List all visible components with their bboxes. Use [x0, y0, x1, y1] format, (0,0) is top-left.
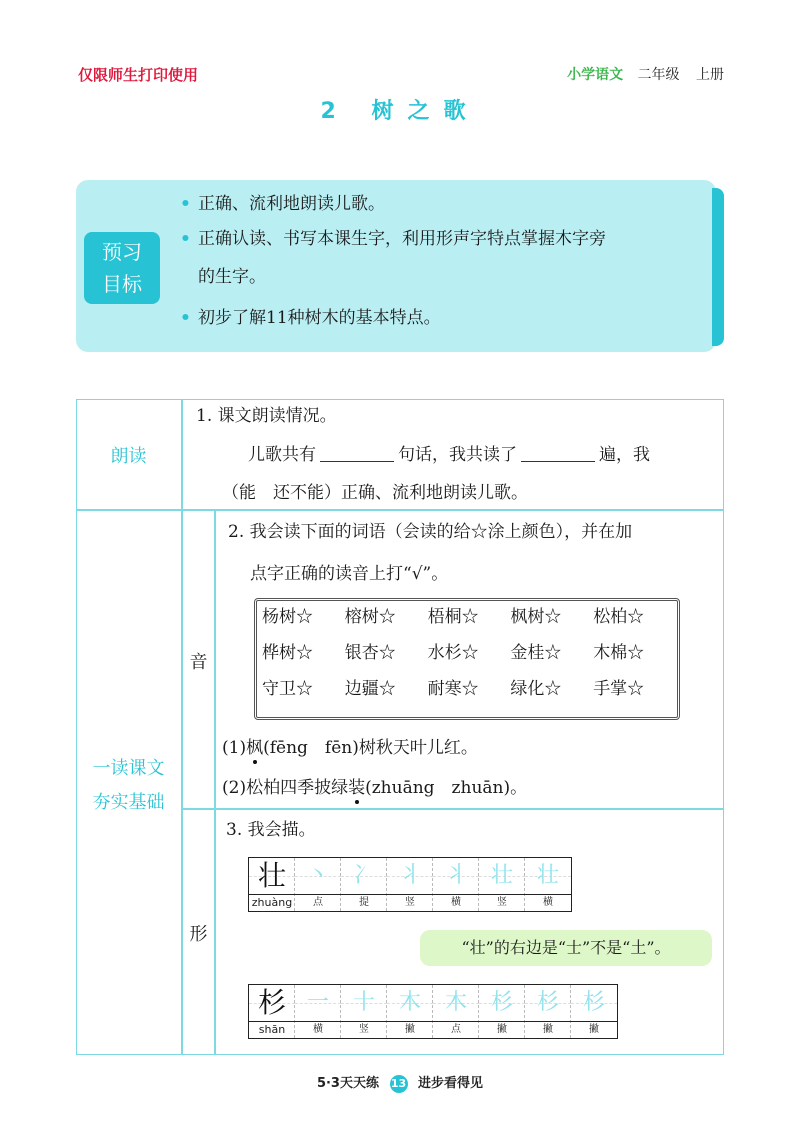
q1-sentence: 儿歌共有 句话，我共读了 遍，我 [248, 445, 650, 465]
word-star-item[interactable]: 绿化☆ [510, 679, 562, 699]
word-star-item[interactable]: 桦树☆ [262, 643, 313, 663]
fill-blank-sentences[interactable] [320, 444, 394, 462]
writing-cell[interactable]: 壮 横 [525, 858, 571, 911]
subject-label: 小学语文 [567, 67, 624, 83]
word-star-item[interactable]: 枫树☆ [510, 607, 562, 627]
goal-item: • 正确、流利地朗读儿歌。 [180, 192, 710, 216]
writing-cell[interactable]: 木 撇 [387, 985, 433, 1038]
table-divider [181, 808, 724, 810]
word-star-item[interactable]: 松柏☆ [593, 607, 645, 627]
word-star-item[interactable]: 金桂☆ [510, 643, 562, 663]
table-divider [181, 399, 183, 1055]
page-number: 13 [390, 1075, 408, 1093]
word-star-item[interactable]: 银杏☆ [344, 643, 396, 663]
preview-goals-list [180, 192, 710, 340]
writing-grid-shan[interactable] [248, 984, 618, 1039]
q2-pronunciation-1[interactable]: (1)枫(fēng fēn)树秋天叶儿红。 [222, 738, 478, 758]
table-divider [76, 509, 724, 511]
q2-pronunciation-2[interactable]: (2)松柏四季披绿装(zhuāng zhuān)。 [222, 778, 528, 798]
word-star-item[interactable]: 梧桐☆ [427, 607, 479, 627]
q3-title: 3. 我会描。 [226, 820, 316, 840]
word-list [262, 606, 676, 700]
writing-cell[interactable]: 十 竖 [341, 985, 387, 1038]
q1-ability-choice[interactable]: （能 还不能）正确、流利地朗读儿歌。 [222, 483, 528, 503]
word-star-item[interactable]: 水杉☆ [427, 643, 479, 663]
book-info [567, 64, 724, 84]
table-divider [214, 509, 216, 1055]
word-star-item[interactable]: 耐寒☆ [427, 679, 479, 699]
row-label-reading: 朗读 [110, 446, 147, 467]
writing-cell[interactable]: 杉 撇 [479, 985, 525, 1038]
writing-grid-zhuang[interactable] [248, 857, 572, 912]
print-restriction-note: 仅限师生打印使用 [78, 66, 199, 84]
volume-label: 上册 [696, 67, 724, 83]
writing-cell[interactable]: 壮 zhuàng [249, 858, 295, 911]
row-label-basics: 一读课文 夯实基础 [92, 758, 165, 813]
page-footer [0, 1072, 800, 1093]
writing-cell[interactable]: 一 横 [295, 985, 341, 1038]
dotted-character: 装 [348, 778, 366, 798]
word-star-item[interactable]: 手掌☆ [593, 679, 645, 699]
q2-instruction-line2: 点字正确的读音上打“√”。 [250, 564, 449, 584]
dotted-character: 枫 [246, 738, 264, 758]
footer-slogan: 进步看得见 [418, 1076, 484, 1091]
word-star-item[interactable]: 杨树☆ [262, 607, 313, 627]
fill-blank-read-times[interactable] [521, 444, 595, 462]
lesson-title: 2 树之歌 [320, 99, 480, 124]
word-star-item[interactable]: 榕树☆ [344, 607, 396, 627]
goals-side-strip [712, 188, 724, 346]
writing-cell[interactable]: 丬 横 [433, 858, 479, 911]
word-star-item[interactable]: 木棉☆ [593, 643, 645, 663]
footer-brand: 5·3天天练 [316, 1076, 379, 1091]
sub-label-sound: 音 [189, 652, 208, 673]
sub-label-shape: 形 [189, 924, 208, 945]
word-star-item[interactable]: 边疆☆ [344, 679, 396, 699]
writing-cell[interactable]: 杉 撇 [571, 985, 617, 1038]
goal-item: • 正确认读、书写本课生字，利用形声字特点掌握木字旁 的生字。 [180, 220, 710, 296]
writing-cell[interactable]: 杉 撇 [525, 985, 571, 1038]
q2-instruction-line1: 2. 我会读下面的词语（会读的给☆涂上颜色），并在加 [228, 522, 633, 542]
grade-label: 二年级 [637, 67, 680, 83]
goal-item: • 初步了解11种树木的基本特点。 [180, 306, 710, 330]
q1-title: 1. 课文朗读情况。 [196, 406, 337, 426]
writing-tip: “壮”的右边是“士”不是“土”。 [420, 930, 712, 966]
writing-cell[interactable]: 壮 竖 [479, 858, 525, 911]
writing-cell[interactable]: 冫 提 [341, 858, 387, 911]
writing-cell[interactable]: 木 点 [433, 985, 479, 1038]
word-star-item[interactable]: 守卫☆ [262, 679, 313, 699]
preview-goals-label: 预习 目标 [84, 232, 160, 304]
writing-cell[interactable]: 丬 竖 [387, 858, 433, 911]
writing-cell[interactable]: 杉 shān [249, 985, 295, 1038]
writing-cell[interactable]: 丶 点 [295, 858, 341, 911]
